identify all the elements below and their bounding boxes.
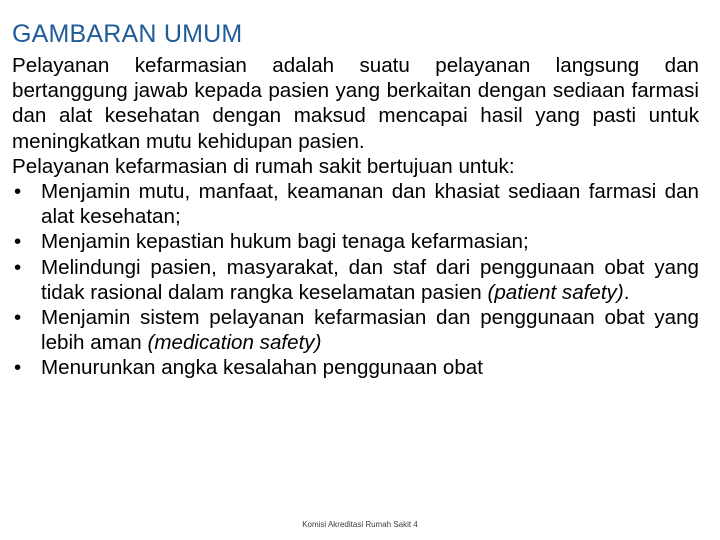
purpose-list bbox=[12, 179, 699, 381]
list-item-text: Menjamin mutu, manfaat, keamanan dan khasiat sediaan farmasi dan alat kesehatan; bbox=[41, 180, 699, 229]
list-item-punct: . bbox=[623, 280, 630, 304]
list-item bbox=[12, 229, 699, 254]
list-item bbox=[12, 179, 699, 229]
list-item-text: Menjamin kepastian hukum bagi tenaga kefarmasian; bbox=[41, 230, 529, 254]
bullet-icon: • bbox=[14, 255, 22, 279]
list-item-text: Menurunkan angka kesalahan penggunaan obat bbox=[41, 356, 483, 380]
purpose-lead: Pelayanan kefarmasian di rumah sakit bertujuan untuk: bbox=[12, 154, 515, 178]
bullet-icon: • bbox=[14, 306, 22, 330]
list-item bbox=[12, 305, 699, 355]
bullet-icon: • bbox=[14, 356, 22, 380]
bullet-icon: • bbox=[14, 180, 22, 204]
bullet-icon: • bbox=[14, 230, 22, 254]
list-item-term: (patient safety) bbox=[487, 280, 624, 304]
intro-paragraph: Pelayanan kefarmasian adalah suatu pelayanan langsung dan bertanggung jawab kepada pasien yang berkaitan dengan sediaan farmasi dan alat kesehatan dengan maksud mencapai hasil yang pasti untuk meningkatkan mutu kehidupan pasien. bbox=[12, 54, 699, 153]
list-item-text: Melindungi pasien, masyarakat, dan staf dari penggunaan obat yang tidak rasional dalam rangka keselamatan pasien bbox=[41, 255, 699, 304]
page-title: GAMBARAN UMUM bbox=[12, 20, 243, 48]
list-item-text: Menjamin sistem pelayanan kefarmasian dan penggunaan obat yang lebih aman bbox=[41, 306, 699, 355]
list-item bbox=[12, 255, 699, 305]
list-item-term: (medication safety) bbox=[147, 331, 322, 355]
body-text bbox=[12, 53, 699, 381]
list-item bbox=[12, 355, 699, 380]
footer-text: Komisi Akreditasi Rumah Sakit 4 bbox=[302, 520, 418, 529]
